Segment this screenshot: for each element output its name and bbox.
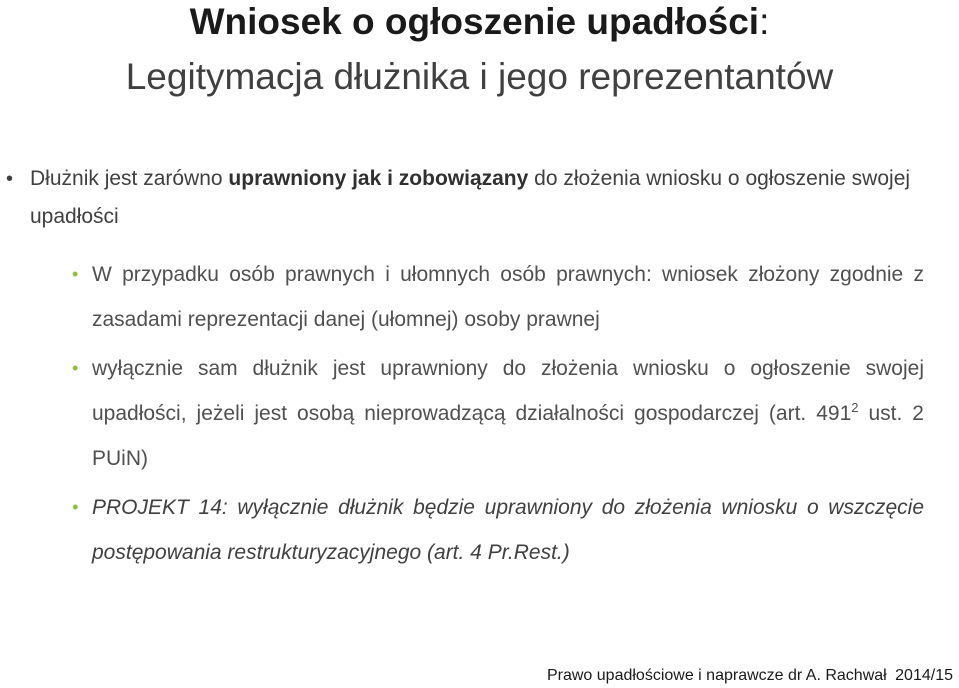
main-bullet-text-1: Dłużnik jest zarówno	[30, 167, 229, 190]
sub-bullet-project-14	[72, 485, 924, 575]
sub-bullet-text: PROJEKT 14: wyłącznie dłużnik będzie uprawniony do złożenia wniosku o wszczęcie postępowania restrukturyzacyjnego (art. 4 Pr.Rest.)	[92, 496, 924, 564]
sub-bullet-dot-icon: •	[72, 358, 79, 378]
sub-bullet-dot-icon: •	[72, 264, 79, 284]
sub-bullet-legal-persons	[72, 252, 924, 342]
footer-year: 2014/15	[895, 667, 953, 684]
sub-bullet-text: W przypadku osób prawnych i ułomnych osób prawnych: wniosek złożony zgodnie z zasadami reprezentacji danej (ułomnej) osoby prawnej	[92, 263, 924, 331]
sub-bullet-natural-person	[72, 346, 924, 481]
slide-title	[0, 0, 959, 98]
bullet-dot-icon: •	[6, 168, 14, 190]
slide-footer	[543, 667, 953, 685]
article-superscript: 2	[851, 400, 859, 415]
main-bullet-text-2: do złożenia wniosku o ogłoszenie swojej upadłości	[30, 167, 911, 228]
title-subtitle: Legitymacja dłużnika i jego reprezentantów	[125, 56, 834, 97]
title-colon: :	[759, 1, 770, 42]
sub-bullet-text: wyłącznie sam dłużnik jest uprawniony do złożenia wniosku o ogłoszenie swojej upadłości, jeżeli jest osobą nieprowadzącą działalności gospodarczej (art. 491	[92, 357, 924, 425]
main-bullet-emphasis: uprawniony jak i zobowiązany	[228, 167, 529, 190]
title-main: Wniosek o ogłoszenie upadłości	[189, 1, 760, 42]
sub-bullet-dot-icon: •	[72, 497, 79, 517]
main-bullet	[6, 160, 930, 236]
slide-content	[0, 160, 959, 575]
sub-bullet-text-tail: ust. 2 PUiN)	[92, 402, 924, 470]
title-line-1	[0, 2, 959, 42]
footer-course: Prawo upadłościowe i naprawcze dr A. Rachwał	[546, 667, 887, 684]
